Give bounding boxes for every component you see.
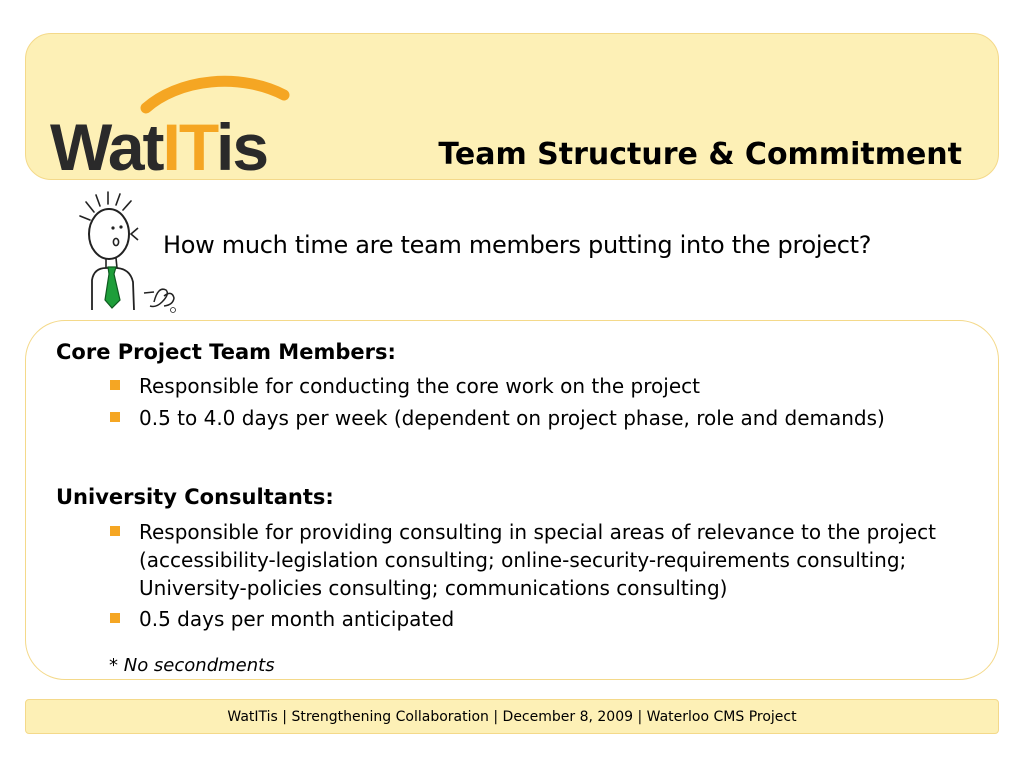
bullet-square-icon [110, 412, 120, 422]
page-title: Team Structure & Commitment [438, 137, 962, 172]
bullet-square-icon [110, 380, 120, 390]
footer-bar: WatITis | Strengthening Collaboration | December 8, 2009 | Waterloo CMS Project [25, 699, 999, 734]
watitis-logo [46, 40, 336, 175]
section-title-university-consultants: University Consultants: [56, 485, 334, 509]
svg-text:WatITis: WatITis [50, 110, 268, 175]
content-panel: Core Project Team Members: Responsible for conducting the core work on the project 0.5 to 4.0 days per week (dependent on project phase, role and demands) University Consultants: Responsible for providing consulting in special areas of relevance to the project (accessibility-legislation consulting; online-security-requirements consulting; University-policies consulting; communications consulting) 0.5 days per month anticipated * No secondments [25, 320, 999, 680]
footnote-text: No secondments [123, 655, 275, 676]
footnote [109, 655, 275, 676]
question-text: How much time are team members putting into the project? [163, 231, 872, 259]
section-title-core-team: Core Project Team Members: [56, 340, 396, 364]
bullet-square-icon [110, 613, 120, 623]
bullet-square-icon [110, 526, 120, 536]
footnote-marker: * [109, 655, 118, 676]
header-banner [25, 33, 999, 180]
